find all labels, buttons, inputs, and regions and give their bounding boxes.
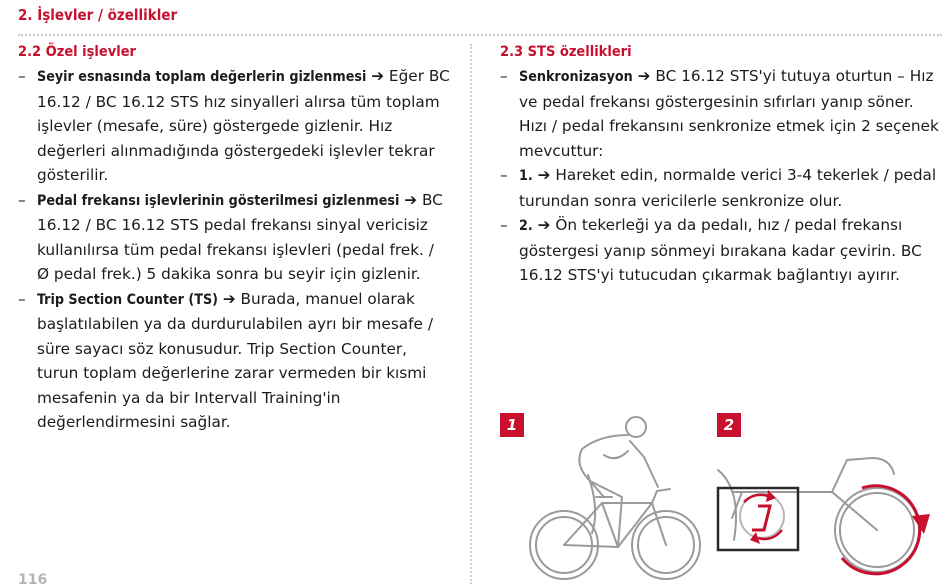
list-dash: –	[500, 67, 508, 85]
list-dash: –	[500, 166, 508, 184]
arrow-icon: ➔	[371, 67, 385, 85]
item-text: Eğer BC 16.12 / BC 16.12 STS hız sinyalleri alırsa tüm toplam işlevler (mesafe, süre) göstergede gizlenir. Hız değerleri alınmadığında göstergedeki işlevler tekrar gösterilir.	[37, 67, 450, 184]
item-text: BC 16.12 STS'yi tutuya oturtun – Hız ve pedal frekansı göstergesinin sıfırları yanıp söner. Hızı / pedal frekansını senkronize etmek için 2 seçenek mevcuttur:	[519, 67, 939, 160]
item-term: 2.	[519, 218, 533, 234]
header-divider	[18, 34, 942, 36]
item-term: Seyir esnasında toplam değerlerin gizlenmesi	[37, 69, 367, 85]
page-number: 116	[18, 572, 48, 588]
item-term: 1.	[519, 168, 533, 184]
list-item	[18, 188, 450, 287]
figure-2-badge: 2	[717, 413, 741, 437]
list-dash: –	[500, 216, 508, 234]
left-column	[18, 44, 450, 435]
list-dash: –	[18, 190, 26, 209]
list-item	[500, 163, 940, 213]
arrow-icon: ➔	[404, 190, 418, 209]
list-dash: –	[18, 67, 26, 85]
right-column	[500, 44, 940, 288]
list-item	[18, 287, 450, 435]
list-item	[18, 64, 450, 188]
arrow-icon: ➔	[222, 289, 236, 308]
header-title: 2. İşlevler / özellikler	[18, 6, 178, 24]
arrow-icon: ➔	[537, 216, 551, 234]
item-term: Trip Section Counter (TS)	[37, 291, 218, 308]
rotating-wheel-illustration	[712, 430, 940, 580]
item-term: Senkronizasyon	[519, 69, 633, 85]
item-text: Hareket edin, normalde verici 3-4 tekerlek / pedal turundan sonra vericilerle senkronize olur.	[519, 166, 937, 210]
list-dash: –	[18, 289, 26, 308]
item-text: BC 16.12 / BC 16.12 STS pedal frekansı sinyal vericisiz kullanılırsa tüm pedal frekansı işlevleri (pedal frek. / Ø pedal frek.) 5 dakika sonra bu seyir için gizlenir.	[37, 190, 443, 283]
cyclist-riding-illustration	[520, 405, 710, 583]
section-heading-special-functions: 2.2 Özel işlevler	[18, 44, 136, 60]
item-text: Ön tekerleği ya da pedalı, hız / pedal frekansı göstergesi yanıp sönmeyi bırakana kadar çevirin. BC 16.12 STS'yi tutucudan çıkarmak bağlantıyı ayırır.	[519, 216, 922, 284]
figure-1-badge: 1	[500, 413, 524, 437]
arrow-icon: ➔	[637, 67, 651, 85]
list-item	[500, 64, 940, 163]
arrow-icon: ➔	[537, 166, 551, 184]
list-item	[500, 213, 940, 288]
item-term: Pedal frekansı işlevlerinin gösterilmesi gizlenmesi	[37, 192, 400, 209]
item-text: Burada, manuel olarak başlatılabilen ya da durdurulabilen ayrı bir mesafe / süre sayacı söz konusudur. Trip Section Counter, turun toplam değerlerine zarar vermeden bir kısmi mesafenin ya da bir Intervall Training'in değerlendirmesini sağlar.	[37, 289, 433, 431]
section-heading-sts-features: 2.3 STS özellikleri	[500, 44, 632, 60]
